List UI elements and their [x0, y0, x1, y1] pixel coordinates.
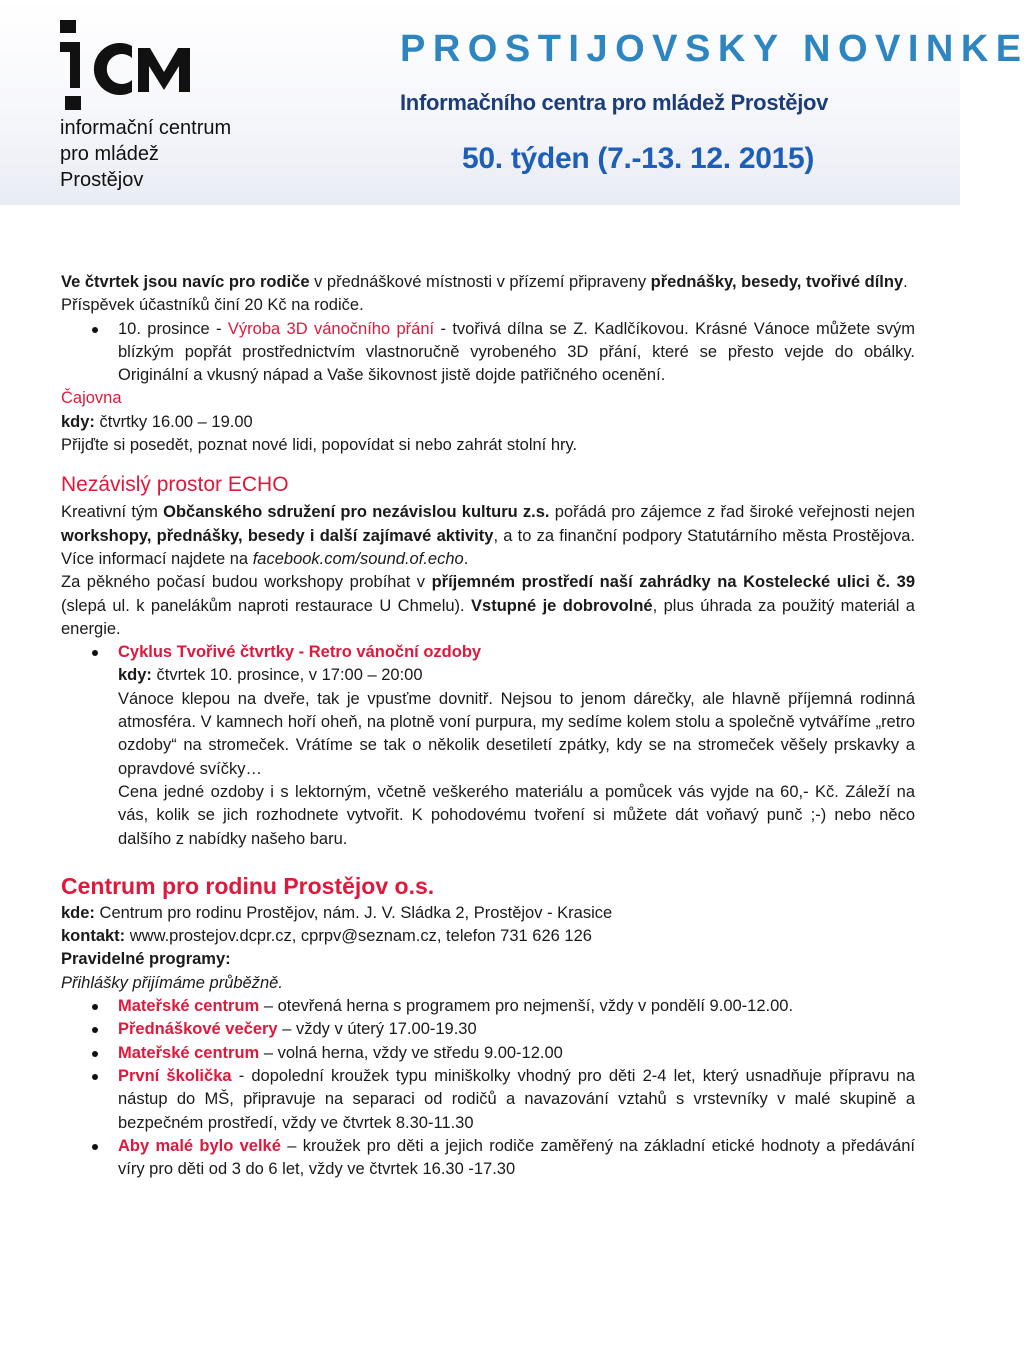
programs-list: [61, 995, 915, 1181]
list-item: [61, 1065, 915, 1135]
list-item: [61, 1042, 915, 1065]
program-desc: – volná herna, vždy ve středu 9.00-12.00: [259, 1043, 563, 1062]
intro-lead-bold: Ve čtvrtek jsou navíc pro rodiče: [61, 273, 310, 291]
item-date: 10. prosince -: [118, 319, 228, 338]
text: Za pěkného počasí budou workshopy probíhat v: [61, 573, 432, 592]
logo-caption: [60, 115, 260, 193]
program-name: První školička: [118, 1066, 232, 1085]
cajovna-title: Čajovna: [61, 389, 122, 408]
where-label: kde:: [61, 903, 95, 922]
text: .: [463, 549, 469, 568]
item-title: Výroba 3D vánočního přání: [227, 319, 435, 338]
programs-note: Přihlášky přijímáme průběžně.: [61, 973, 283, 992]
newsletter-subtitle: Informačního centra pro mládež Prostějov: [400, 90, 829, 115]
item-desc: - tvořivá dílna se Z. Kadlčíkovou. Krásné Vánoce můžete svým blízkým popřát prostřednictvím vlastnoručně vyrobeného 3D přání, které se přesto vejde do obálky. Originální a vkusný nápad a Vaše šikovnost jistě dojde patřičného ocenění.: [118, 319, 915, 385]
echo-paragraph-1: [61, 501, 915, 571]
program-desc: - dopolední kroužek typu miniškolky vhodný pro děti 2-4 let, který usnadňuje přípravu na nástup do MŠ, připravuje na separaci od rodičů a navazování vztahů s vrstevníky v malé skupině a bezpečném prostředí, vždy ve čtvrtek 8.30-11.30: [118, 1066, 915, 1132]
activities: workshopy, přednášky, besedy i další zajímavé aktivity: [61, 526, 494, 545]
entry-fee: Vstupné je dobrovolné: [471, 596, 653, 615]
content: [61, 271, 915, 1181]
week-label: 50. týden (7.-13. 12. 2015): [462, 142, 815, 175]
text: , a to za finanční podpory Statutárního města Prostějova. Více informací najdete na: [61, 526, 915, 568]
centrum-title: Centrum pro rodinu Prostějov o.s.: [61, 872, 435, 899]
intro-lead-end: .: [903, 273, 908, 291]
list-item: [61, 318, 915, 388]
program-name: Mateřské centrum: [118, 997, 260, 1016]
intro-fee: Příspěvek účastníků činí 20 Kč na rodiče.: [61, 296, 364, 315]
logo-line-2: pro mládež: [60, 143, 159, 165]
where-value: Centrum pro rodinu Prostějov, nám. J. V. Sládka 2, Prostějov - Krasice: [94, 903, 613, 922]
list-item: [61, 641, 915, 851]
list-item: [61, 995, 915, 1018]
echo-list: [61, 641, 915, 851]
list-item: [61, 1135, 915, 1182]
org-name: Občanského sdružení pro nezávislou kulturu z.s.: [163, 503, 550, 522]
intro-lead-text: v přednáškové místnosti v přízemí připraveny: [309, 273, 651, 291]
program-desc: – kroužek pro děti a jejich rodiče zaměřený na základní etické hodnoty a předávání víry pro děti od 3 do 6 let, vždy ve čtvrtek 16.30 -17.30: [118, 1136, 915, 1179]
when-label: kdy:: [61, 412, 95, 431]
event-desc-1: Vánoce klepou na dveře, tak je vpusťme dovnitř. Nejsou to jenom dárečky, ale hlavně příjemná rodinná atmosféra. V kamnech hoří oheň, na plotně voní purpura, my sedíme kolem stolu a společně vytváříme „retro ozdoby“ na stromeček. Vrátíme se tak o několik desetiletí zpátky, kdy se na stromeček věšely prskavky a opravdové svíčky…: [118, 689, 915, 778]
echo-title: Nezávislý prostor ECHO: [61, 473, 289, 497]
venue: příjemném prostředí naší zahrádky na Kostelecké ulici č. 39: [431, 573, 915, 592]
event-when: [118, 664, 915, 687]
program-name: Přednáškové večery: [118, 1020, 278, 1039]
event-desc-2: Cena jedné ozdoby i s lektorným, včetně veškerého materiálu a pomůcek vás vyjde na 60,- Kč. Záleží na vás, kolik se jich rozhodnete vytvořit. K pohodovému tvoření si můžete dát voňavý punč ;-) nebo něco dalšího z nabídky našeho baru.: [118, 782, 915, 848]
logo-line-1: informační centrum: [60, 117, 232, 139]
intro-lead-bold2: přednášky, besedy, tvořivé dílny: [650, 273, 904, 291]
facebook-link[interactable]: facebook.com/sound.of.echo: [252, 549, 464, 568]
logo-line-3: Prostějov: [60, 169, 144, 191]
text: pořádá pro zájemce z řad široké veřejnosti nejen: [549, 503, 915, 522]
icm-logo: [58, 18, 258, 193]
icm-logo-mark-icon: [58, 18, 218, 113]
echo-paragraph-2: [61, 571, 915, 641]
newsletter-title: PROSTIJOVSKY NOVINKE: [400, 28, 1029, 70]
text: , plus úhrada za použitý materiál a energie.: [61, 596, 915, 638]
program-name: Mateřské centrum: [118, 1043, 260, 1062]
program-desc: – otevřená herna s programem pro nejmenší, vždy v pondělí 9.00-12.00.: [259, 997, 794, 1016]
programs-label: Pravidelné programy:: [61, 950, 231, 969]
text: Kreativní tým: [61, 503, 164, 522]
list-item: [61, 1018, 915, 1041]
event-title: Cyklus Tvořivé čtvrtky - Retro vánoční ozdoby: [118, 643, 482, 662]
intro-paragraph: [61, 271, 915, 294]
when-value: čtvrtek 10. prosince, v 17:00 – 20:00: [151, 666, 423, 685]
intro-list: [61, 318, 915, 388]
when-label: kdy:: [118, 666, 152, 685]
contact-value: www.prostejov.dcpr.cz, cprpv@seznam.cz, telefon 731 626 126: [125, 927, 592, 946]
text: (slepá ul. k panelákům naproti restaurace U Chmelu).: [61, 596, 472, 615]
contact-label: kontakt:: [61, 927, 126, 946]
when-value: čtvrtky 16.00 – 19.00: [94, 412, 253, 431]
cajovna-desc: Přijďte si posedět, poznat nové lidi, popovídat si nebo zahrát stolní hry.: [61, 436, 578, 455]
program-name: Aby malé bylo velké: [118, 1136, 281, 1155]
centrum-contact: [61, 925, 915, 948]
centrum-where: [61, 902, 915, 925]
program-desc: – vždy v úterý 17.00-19.30: [277, 1020, 477, 1039]
cajovna-when: [61, 411, 915, 434]
